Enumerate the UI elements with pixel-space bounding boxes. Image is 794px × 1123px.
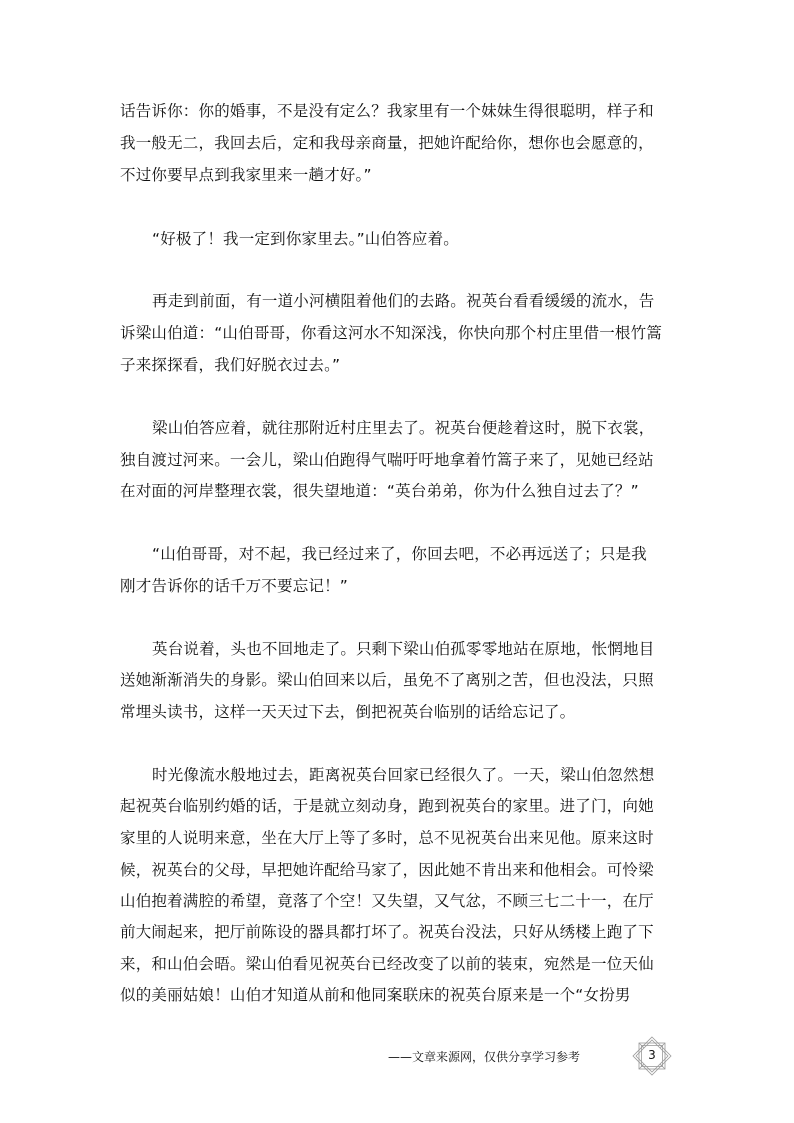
text-line: 候，祝英台的父母，早把她许配给马家了，因此她不肯出来和他相会。可怜梁 (120, 861, 654, 879)
text-line: 话告诉你：你的婚事，不是没有定么？我家里有一个妹妹生得很聪明，样子和 (120, 102, 654, 120)
text-line: 刚才告诉你的话千万不要忘记！” (120, 577, 349, 595)
page-number: 3 (648, 1048, 656, 1062)
text-line: 不过你要早点到我家里来一趟才好。” (120, 166, 372, 184)
text-line: 送她渐渐消失的身影。梁山伯回来以后，虽免不了离别之苦，但也没法，只照 (120, 671, 654, 689)
text-line: 常埋头读书，这样一天天过下去，倒把祝英台临别的话给忘记了。 (120, 703, 576, 721)
text-line: “好极了！我一定到你家里去。”山伯答应着。 (152, 230, 460, 248)
text-line: 诉梁山伯道：“山伯哥哥，你看这河水不知深浅，你快向那个村庄里借一根竹篙 (120, 324, 663, 342)
text-line: 时光像流水般地过去，距离祝英台回家已经很久了。一天，梁山伯忽然想 (152, 766, 655, 784)
text-line: 家里的人说明来意，坐在大厅上等了多时，总不见祝英台出来见他。原来这时 (120, 829, 654, 847)
text-line: 前大闹起来，把厅前陈设的器具都打坏了。祝英台没法，只好从绣楼上跑了下 (120, 923, 654, 941)
text-line: 在对面的河岸整理衣裳，很失望地道：“英台弟弟，你为什么独自过去了？” (120, 482, 639, 500)
footer-source-note: ——文章来源网，仅供分享学习参考 (388, 1050, 581, 1064)
text-line: 我一般无二，我回去后，定和我母亲商量，把她许配给你，想你也会愿意的， (120, 134, 654, 152)
text-line: 再走到前面，有一道小河横阻着他们的去路。祝英台看看缓缓的流水，告 (152, 292, 655, 310)
text-line: 来，和山伯会晤。梁山伯看见祝英台已经改变了以前的装束，宛然是一位天仙 (120, 955, 654, 973)
text-line: 独自渡过河来。一会儿，梁山伯跑得气喘吁吁地拿着竹篙子来了，见她已经站 (120, 451, 654, 469)
text-line: 梁山伯答应着，就往那附近村庄里去了。祝英台便趁着这时，脱下衣裳， (152, 419, 655, 437)
text-line: 似的美丽姑娘！山伯才知道从前和他同案联床的祝英台原来是一个“女扮男 (120, 986, 631, 1004)
text-line: “山伯哥哥，对不起，我已经过来了，你回去吧，不必再远送了；只是我 (152, 545, 647, 563)
text-line: 山伯抱着满腔的希望，竟落了个空！又失望，又气忿，不顾三七二十一，在厅 (120, 892, 654, 910)
text-line: 子来探探看，我们好脱衣过去。” (120, 356, 341, 374)
page-number-badge (632, 1036, 672, 1076)
text-line: 起祝英台临别约婚的话，于是就立刻动身，跑到祝英台的家里。进了门，向她 (120, 797, 654, 815)
text-line: 英台说着，头也不回地走了。只剩下梁山伯孤零零地站在原地，怅惘地目 (152, 640, 655, 658)
